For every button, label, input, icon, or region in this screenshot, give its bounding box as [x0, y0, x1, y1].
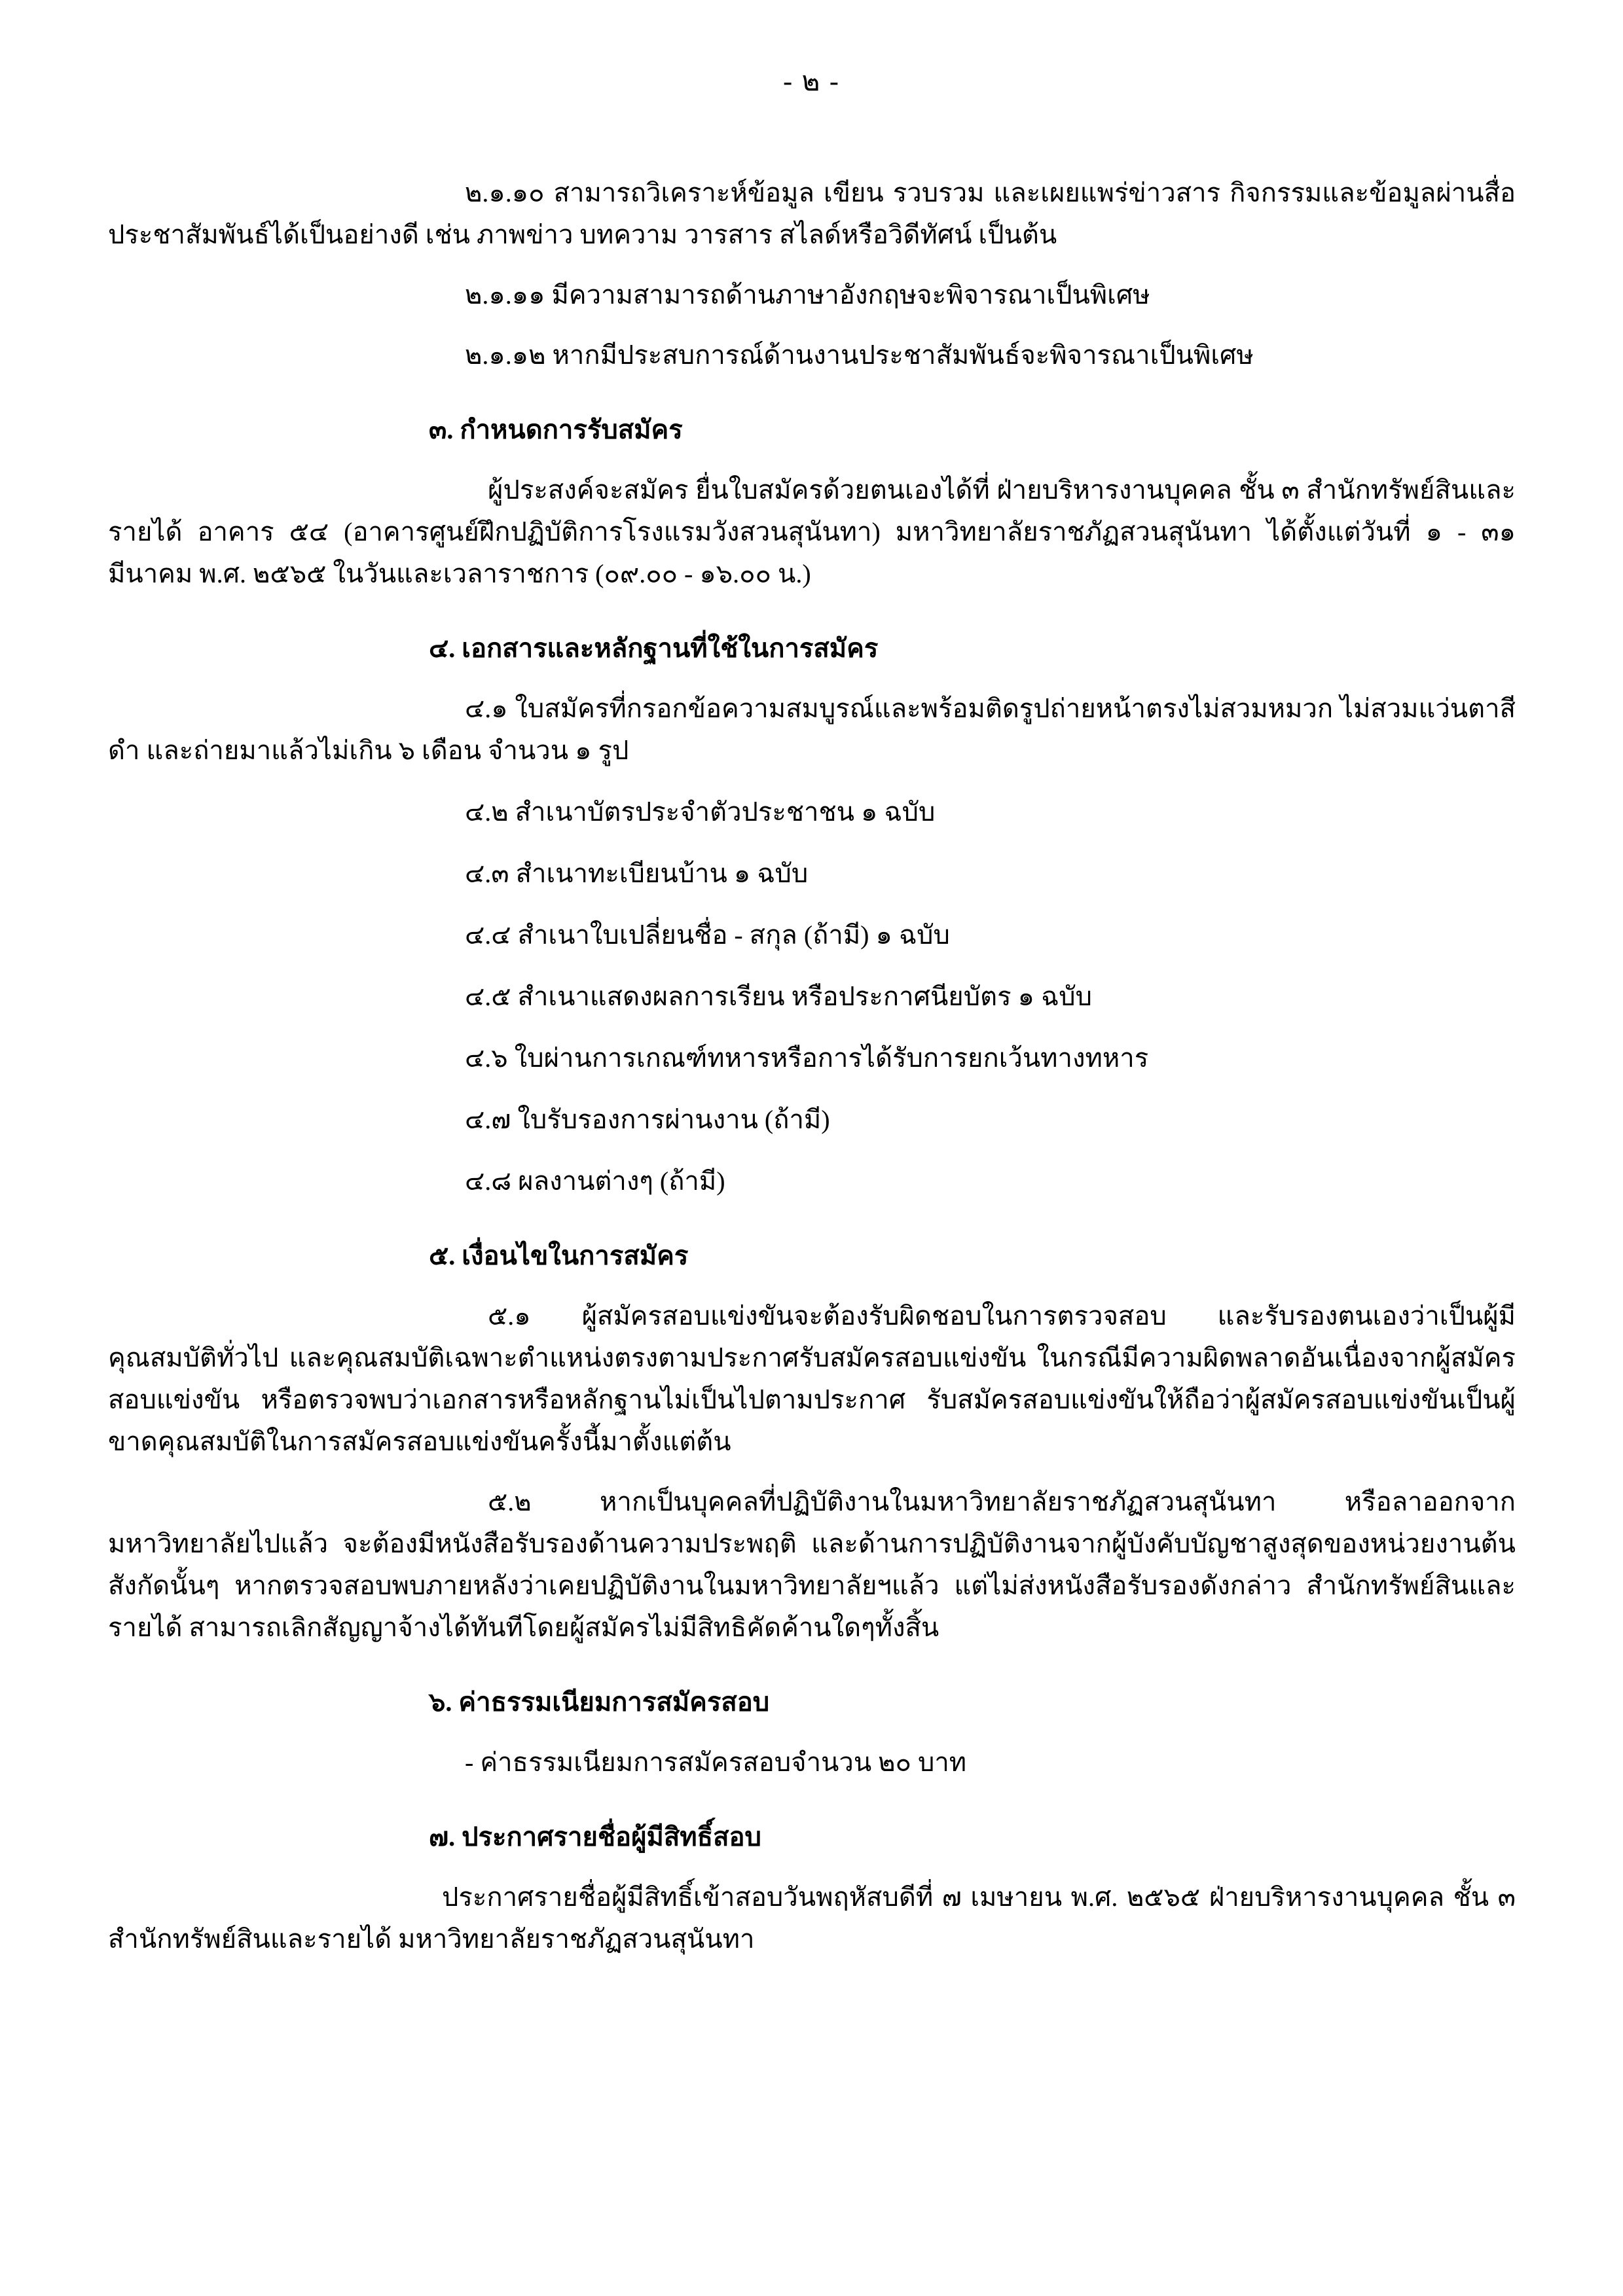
condition-item-5-2: ๕.๒ หากเป็นบุคคลที่ปฏิบัติงานในมหาวิทยาลัยราชภัฏสวนสุนันทา หรือลาออกจากมหาวิทยาลัยไปแล้ว จะต้องมีหนังสือรับรองด้านความประพฤติ และด้านการปฏิบัติงานจากผู้บังคับบัญชาสูงสุดของหน่วยงานต้นสังกัดนั้นๆ หากตรวจสอบพบภายหลังว่าเคยปฏิบัติงานในมหาวิทยาลัยฯแล้ว แต่ไม่ส่งหนังสือรับรองดังกล่าว สำนักทรัพย์สินและรายได้ สามารถเลิกสัญญาจ้างได้ทันทีโดยผู้สมัครไม่มีสิทธิคัดค้านใดๆทั้งสิ้น	[108, 1487, 1516, 1643]
document-item-4-5: ๔.๕ สำเนาแสดงผลการเรียน หรือประกาศนียบัตร ๑ ฉบับ	[465, 982, 1093, 1012]
document-item-4-1: ๔.๑ ใบสมัครที่กรอกข้อความสมบูรณ์และพร้อมติดรูปถ่ายหน้าตรงไม่สวมหมวก ไม่สวมแว่นตาสีดำ และถ่ายมาแล้วไม่เกิน ๖ เดือน จำนวน ๑ รูป	[108, 694, 1516, 766]
condition-item-5-1: ๕.๑ ผู้สมัครสอบแข่งขันจะต้องรับผิดชอบในการตรวจสอบ และรับรองตนเองว่าเป็นผู้มีคุณสมบัติทั่วไป และคุณสมบัติเฉพาะตำแหน่งตรงตามประกาศรับสมัครสอบแข่งขัน ในกรณีมีความผิดพลาดอันเนื่องจากผู้สมัครสอบแข่งขัน หรือตรวจพบว่าเอกสารหรือหลักฐานไม่เป็นไปตามประกาศ รับสมัครสอบแข่งขันให้ถือว่าผู้สมัครสอบแข่งขันเป็นผู้ขาดคุณสมบัติในการสมัครสอบแข่งขันครั้งนี้มาตั้งแต่ต้น	[108, 1301, 1516, 1457]
document-item-4-4: ๔.๔ สำเนาใบเปลี่ยนชื่อ - สกุล (ถ้ามี) ๑ ฉบับ	[465, 920, 950, 950]
qualification-item-2-1-12: ๒.๑.๑๒ หากมีประสบการณ์ด้านงานประชาสัมพันธ์จะพิจารณาเป็นพิเศษ	[465, 340, 1254, 370]
document-item-4-8: ๔.๘ ผลงานต่างๆ (ถ้ามี)	[465, 1166, 725, 1196]
section-4-heading: ๔. เอกสารและหลักฐานที่ใช้ในการสมัคร	[429, 634, 879, 664]
document-item-4-7: ๔.๗ ใบรับรองการผ่านงาน (ถ้ามี)	[465, 1105, 830, 1135]
section-3-heading: ๓. กำหนดการรับสมัคร	[429, 415, 683, 445]
page-number: - ๒ -	[783, 67, 840, 97]
qualification-item-2-1-11: ๒.๑.๑๑ มีความสามารถด้านภาษาอังกฤษจะพิจารณาเป็นพิเศษ	[465, 280, 1150, 310]
section-4-items	[108, 688, 1516, 1202]
document-body	[0, 172, 1623, 1960]
section-7-heading: ๗. ประกาศรายชื่อผู้มีสิทธิ์สอบ	[429, 1822, 761, 1852]
qualification-item-2-1-10: ๒.๑.๑๐ สามารถวิเคราะห์ข้อมูล เขียน รวบรวม และเผยแพร่ข่าวสาร กิจกรรมและข้อมูลผ่านสื่อประชาสัมพันธ์ได้เป็นอย่างดี เช่น ภาพข่าว บทความ วารสาร สไลด์หรือวิดีทัศน์ เป็นต้น	[108, 178, 1516, 250]
fee-item: - ค่าธรรมเนียมการสมัครสอบจำนวน ๒๐ บาท	[465, 1748, 967, 1778]
document-item-4-3: ๔.๓ สำเนาทะเบียนบ้าน ๑ ฉบับ	[465, 859, 809, 889]
section-5-heading: ๕. เงื่อนไขในการสมัคร	[429, 1241, 689, 1271]
section-6-heading: ๖. ค่าธรรมเนียมการสมัครสอบ	[429, 1687, 770, 1717]
section-3-paragraph: ผู้ประสงค์จะสมัคร ยื่นใบสมัครด้วยตนเองได้ที่ ฝ่ายบริหารงานบุคคล ชั้น ๓ สำนักทรัพย์สินและรายได้ อาคาร ๕๔ (อาคารศูนย์ฝึกปฏิบัติการโรงแรมวังสวนสุนันทา) มหาวิทยาลัยราชภัฏสวนสุนันทา ได้ตั้งแต่วันที่ ๑ - ๓๑ มีนาคม พ.ศ. ๒๕๖๕ ในวันและเวลาราชการ (๐๙.๐๐ - ๑๖.๐๐ น.)	[108, 475, 1516, 589]
section-7-paragraph: ประกาศรายชื่อผู้มีสิทธิ์เข้าสอบวันพฤหัสบดีที่ ๗ เมษายน พ.ศ. ๒๕๖๕ ฝ่ายบริหารงานบุคคล ชั้น ๓ สำนักทรัพย์สินและรายได้ มหาวิทยาลัยราชภัฏสวนสุนันทา	[108, 1882, 1516, 1954]
document-item-4-6: ๔.๖ ใบผ่านการเกณฑ์ทหารหรือการได้รับการยกเว้นทางทหาร	[465, 1043, 1149, 1073]
document-item-4-2: ๔.๒ สำเนาบัตรประจำตัวประชาชน ๑ ฉบับ	[465, 797, 936, 827]
